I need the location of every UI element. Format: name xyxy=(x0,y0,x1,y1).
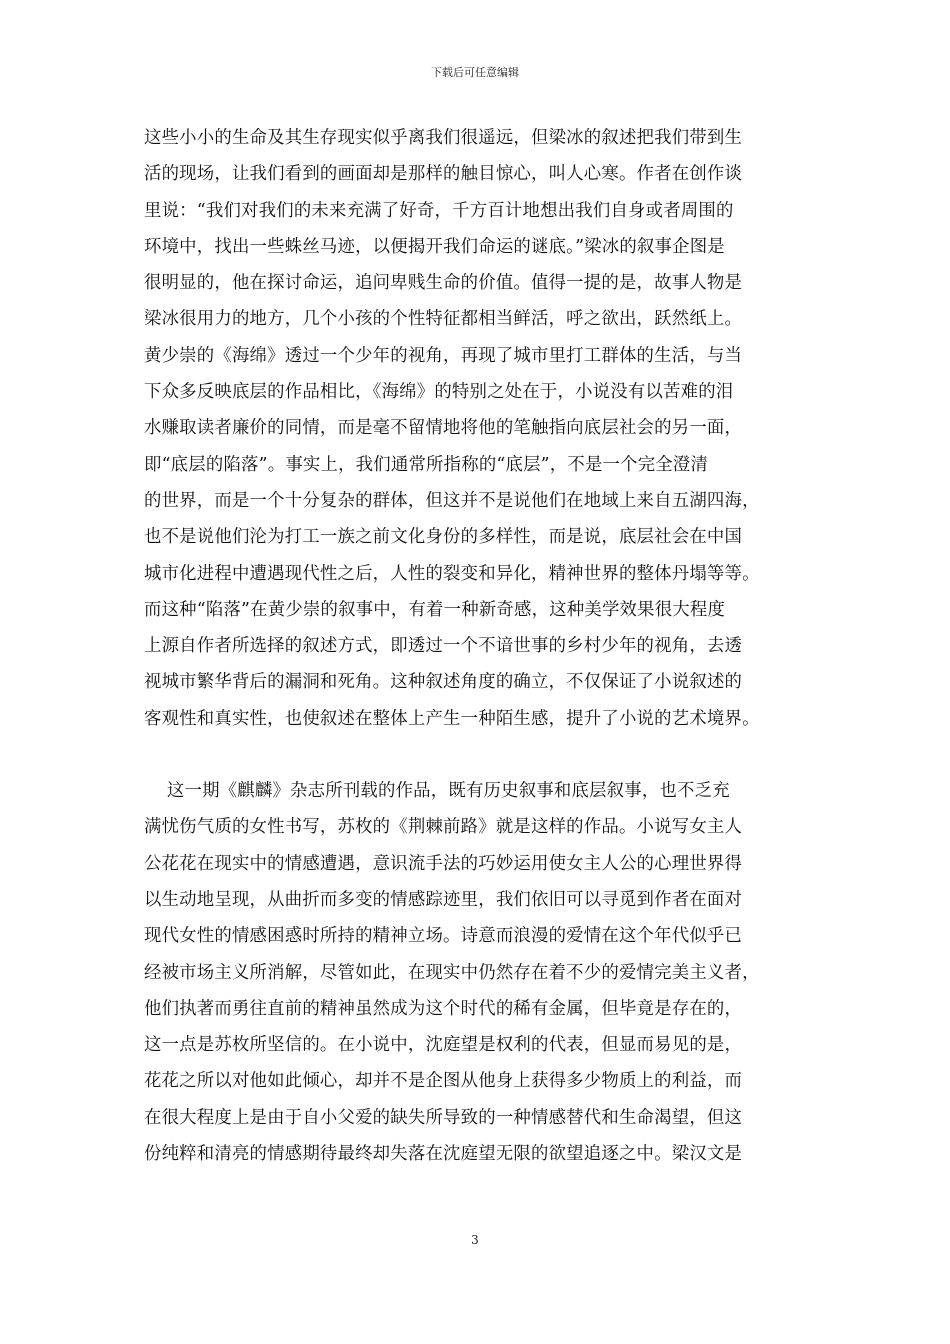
text-line: 很明显的，他在探讨命运，追问卑贱生命的价值。值得一提的是，故事人物是 xyxy=(144,273,743,294)
text-line: 即“底层的陷落”。事实上，我们通常所指称的“底层”，不是一个完全澄清 xyxy=(144,454,709,475)
text-line: 水赚取读者廉价的同情，而是毫不留情地将他的笔触指向底层社会的另一面， xyxy=(144,418,743,439)
text-line: 城市化进程中遭遇现代性之后，人性的裂变和异化，精神世界的整体丹塌等等。 xyxy=(144,563,760,584)
paragraph-2 xyxy=(144,773,806,1172)
text-line: 经被市场主义所消解，尽管如此，在现实中仍然存在着不少的爱情完美主义者， xyxy=(144,962,760,983)
text-line: 梁冰很用力的地方，几个小孩的个性特征都相当鲜活，呼之欲出，跃然纸上。 xyxy=(144,309,743,330)
text-line: 满忧伤气质的女性书写，苏枚的《荆棘前路》就是这样的作品。小说写女主人 xyxy=(144,817,743,838)
text-line: 的世界，而是一个十分复杂的群体，但这并不是说他们在地域上来自五湖四海， xyxy=(144,490,760,511)
text-line: 也不是说他们沦为打工一族之前文化身份的多样性，而是说，底层社会在中国 xyxy=(144,527,743,548)
text-line: 这一期《麒麟》杂志所刊载的作品，既有历史叙事和底层叙事，也不乏充 xyxy=(144,781,730,802)
text-line: 活的现场，让我们看到的画面却是那样的触目惊心，叫人心寒。作者在创作谈 xyxy=(144,164,743,185)
text-line: 视城市繁华背后的漏洞和死角。这种叙述角度的确立，不仅保证了小说叙述的 xyxy=(144,672,743,693)
page-header: 下载后可任意编辑 xyxy=(431,66,519,79)
text-line: 上源自作者所选择的叙述方式，即透过一个不谙世事的乡村少年的视角，去透 xyxy=(144,636,743,657)
paragraph-1 xyxy=(144,120,806,737)
document-body xyxy=(144,120,806,1172)
text-line: 这一点是苏枚所坚信的。在小说中，沈庭望是权利的代表，但显而易见的是， xyxy=(144,1035,743,1056)
text-line: 环境中，找出一些蛛丝马迹，以便揭开我们命运的谜底。”梁冰的叙事企图是 xyxy=(144,236,725,257)
text-line: 以生动地呈现，从曲折而多变的情感踪迹里，我们依旧可以寻觅到作者在面对 xyxy=(144,889,743,910)
text-line: 而这种“陷落”在黄少崇的叙事中，有着一种新奇感，这种美学效果很大程度 xyxy=(144,599,726,620)
text-line: 公花花在现实中的情感遭遇，意识流手法的巧妙运用使女主人公的心理世界得 xyxy=(144,853,743,874)
text-line: 客观性和真实性，也使叙述在整体上产生一种陌生感，提升了小说的艺术境界。 xyxy=(144,708,760,729)
text-line: 现代女性的情感困惑时所持的精神立场。诗意而浪漫的爱情在这个年代似乎已 xyxy=(144,926,743,947)
text-line: 在很大程度上是由于自小父爱的缺失所导致的一种情感替代和生命渴望，但这 xyxy=(144,1107,743,1128)
text-line: 他们执著而勇往直前的精神虽然成为这个时代的稀有金属，但毕竟是存在的， xyxy=(144,998,743,1019)
page-number: 3 xyxy=(471,1233,479,1247)
text-line: 花花之所以对他如此倾心，却并不是企图从他身上获得多少物质上的利益，而 xyxy=(144,1071,743,1092)
text-line: 这些小小的生命及其生存现实似乎离我们很遥远，但梁冰的叙述把我们带到生 xyxy=(144,128,743,148)
text-line: 份纯粹和清亮的情感期待最终却失落在沈庭望无限的欲望追逐之中。梁汉文是 xyxy=(144,1144,743,1165)
paragraph-spacer xyxy=(144,737,806,773)
text-line: 里说：“我们对我们的未来充满了好奇，千方百计地想出我们自身或者周围的 xyxy=(144,200,734,221)
text-line: 下众多反映底层的作品相比，《海绵》的特别之处在于，小说没有以苦难的泪 xyxy=(144,382,734,403)
text-line: 黄少崇的《海绵》透过一个少年的视角，再现了城市里打工群体的生活，与当 xyxy=(144,345,743,366)
